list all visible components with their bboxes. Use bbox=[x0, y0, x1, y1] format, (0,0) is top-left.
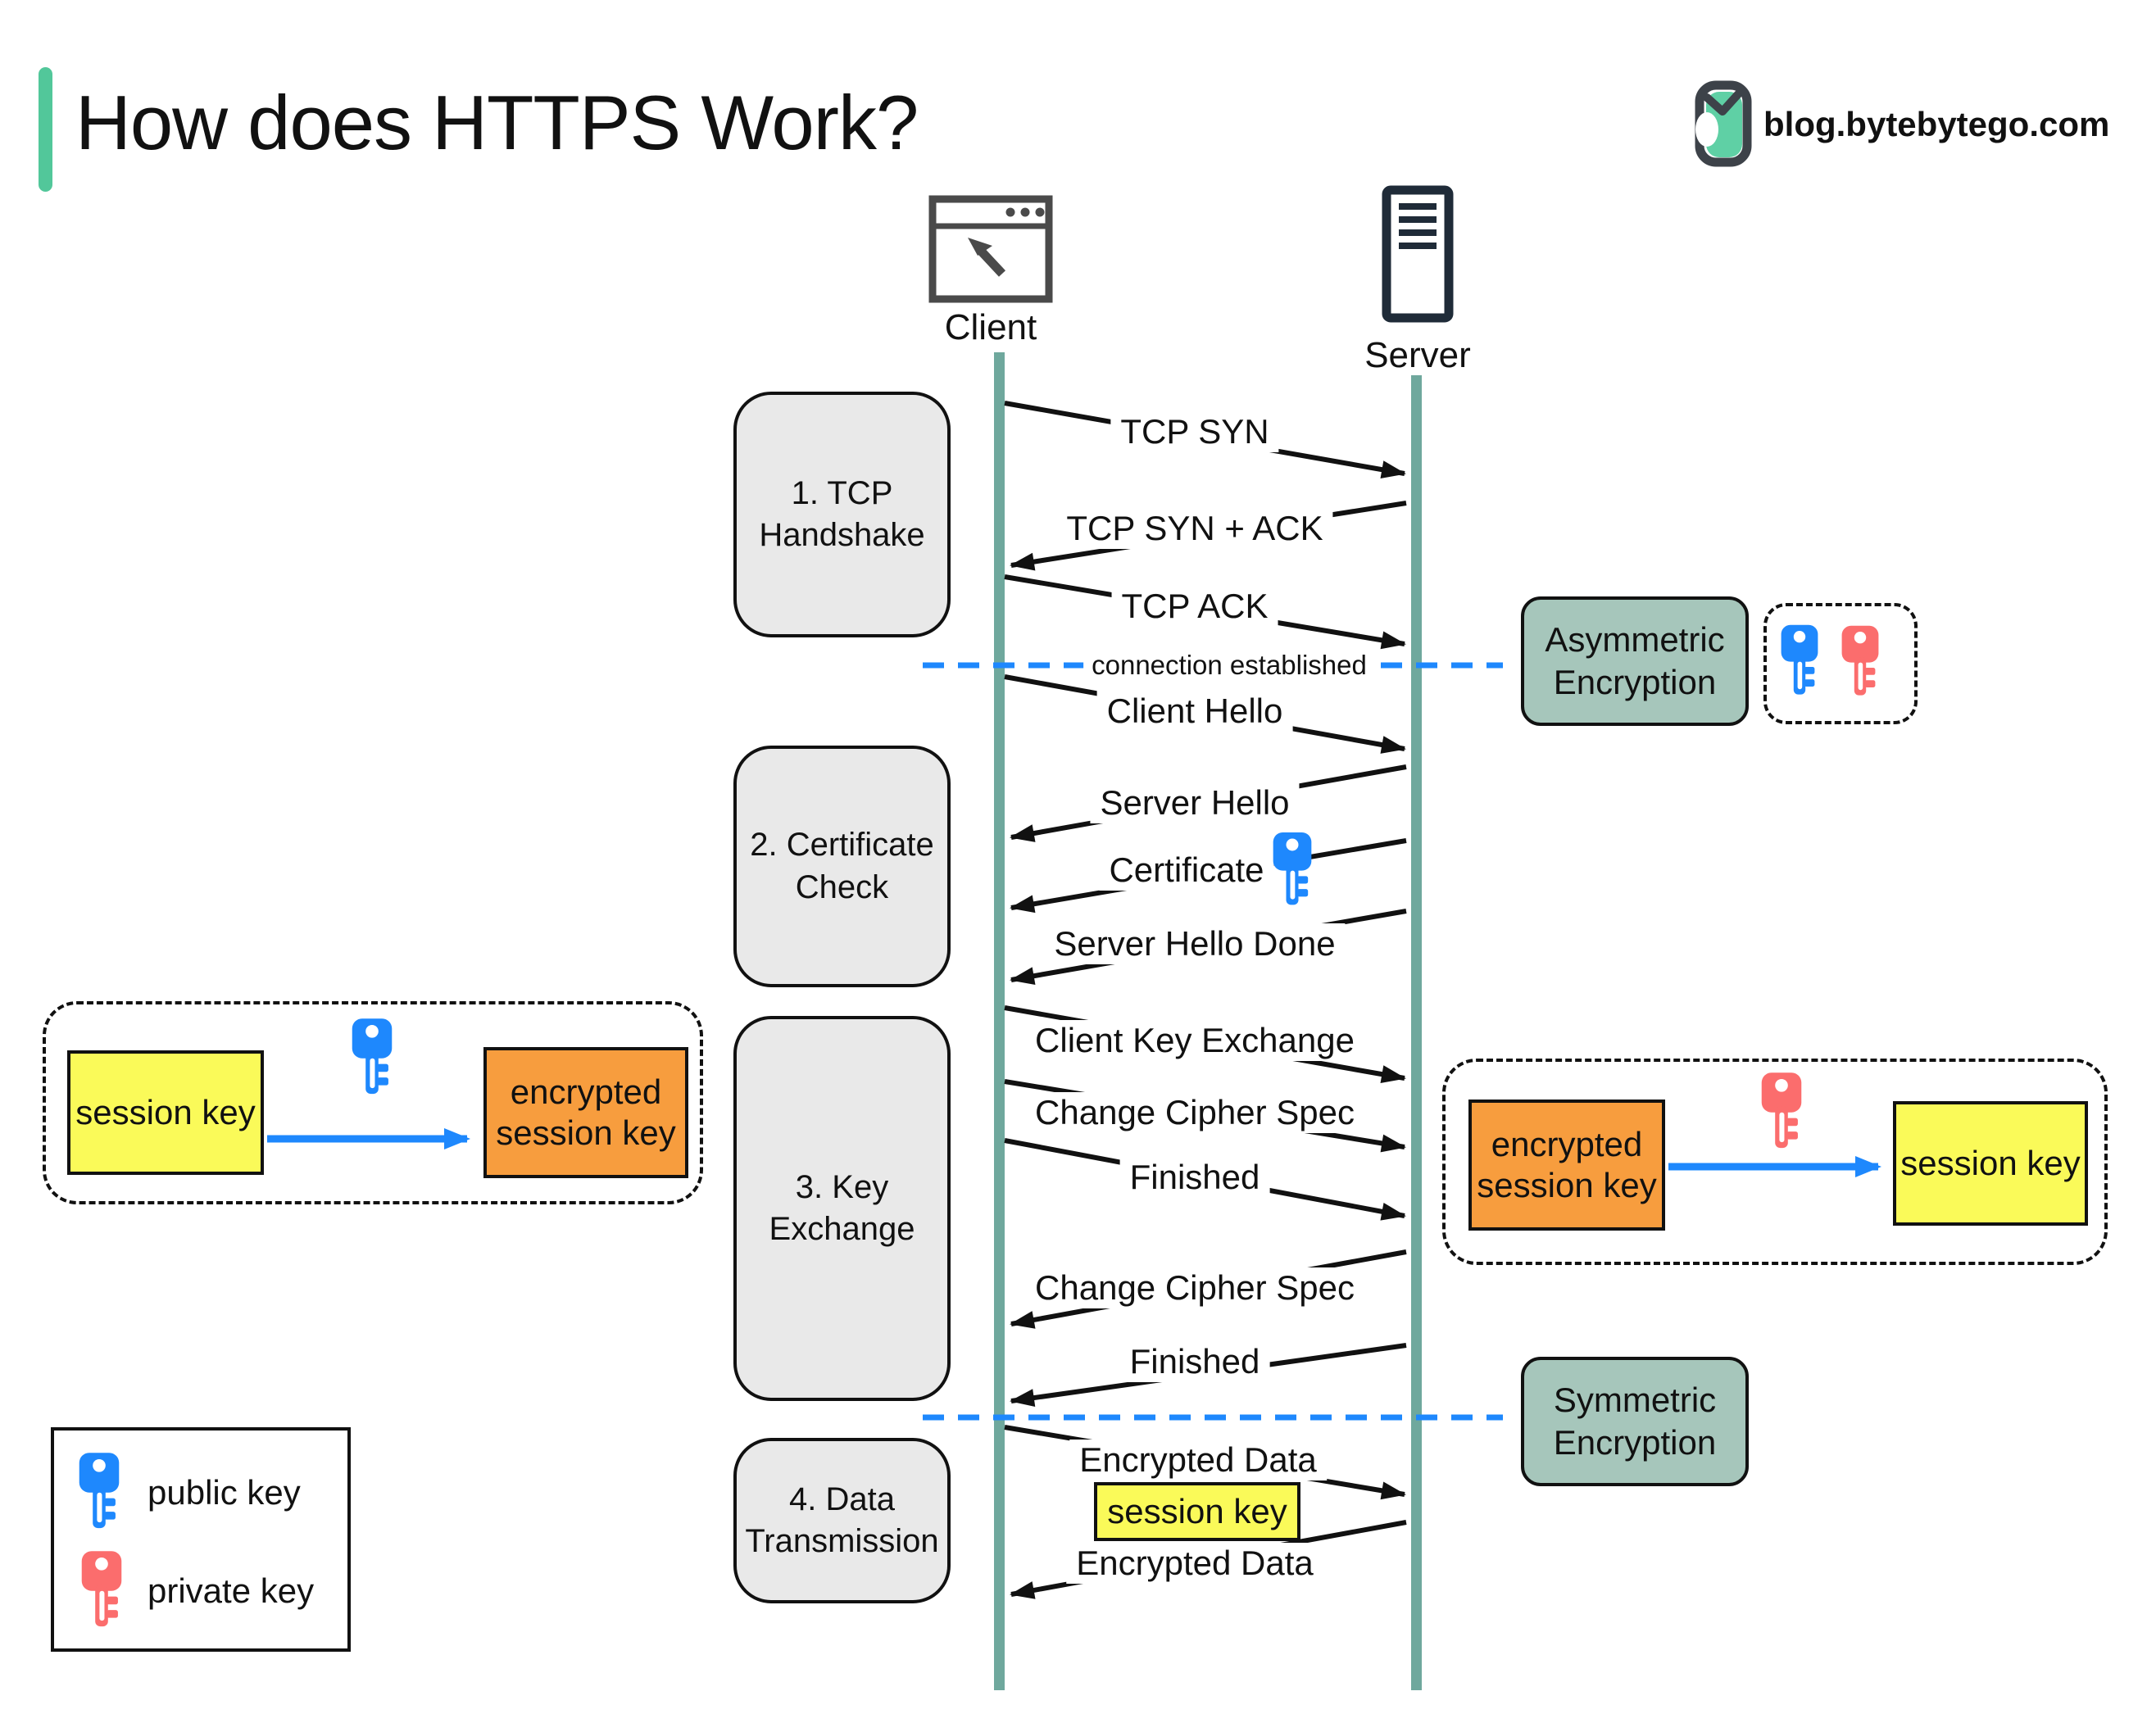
client-actor-label: Client bbox=[944, 307, 1037, 347]
phase-key-exchange: 3. Key Exchange bbox=[733, 1016, 951, 1401]
server-rack-icon bbox=[1382, 185, 1454, 323]
public-key-icon bbox=[78, 1450, 120, 1532]
site-url: blog.bytebytego.com bbox=[1763, 105, 2110, 143]
msg-certificate: Certificate bbox=[1099, 850, 1273, 891]
msg-tcp-ack: TCP ACK bbox=[1112, 586, 1278, 627]
msg-tcp-syn: TCP SYN bbox=[1110, 411, 1278, 452]
bytebytego-logo bbox=[1693, 79, 1754, 169]
server-actor-label: Server bbox=[1364, 335, 1471, 375]
msg-finished-server: Finished bbox=[1120, 1341, 1270, 1382]
encrypted-session-key-box: encrypted session key bbox=[1468, 1100, 1665, 1231]
server-lifeline bbox=[1411, 375, 1422, 1690]
phase-tcp-handshake: 1. TCP Handshake bbox=[733, 392, 951, 637]
browser-window-icon bbox=[928, 195, 1053, 303]
symmetric-encryption-box: Symmetric Encryption bbox=[1521, 1357, 1749, 1486]
session-key-box: session key bbox=[67, 1050, 264, 1175]
milestone-connection-established: connection established bbox=[1083, 649, 1375, 682]
session-key-box: session key bbox=[1893, 1101, 2088, 1226]
msg-encrypted-data-client: Encrypted Data bbox=[1069, 1440, 1327, 1480]
public-key-icon bbox=[1780, 623, 1819, 698]
public-key-icon bbox=[1272, 831, 1313, 908]
public-key-icon bbox=[351, 1016, 393, 1098]
msg-server-hello: Server Hello bbox=[1090, 782, 1299, 823]
private-key-icon bbox=[1760, 1070, 1803, 1152]
encrypted-session-key-box: encrypted session key bbox=[483, 1047, 688, 1178]
private-key-icon bbox=[80, 1548, 123, 1630]
msg-tcp-syn-ack: TCP SYN + ACK bbox=[1056, 508, 1332, 549]
legend-public-key-label: public key bbox=[148, 1473, 301, 1512]
msg-client-key-exchange: Client Key Exchange bbox=[1025, 1020, 1364, 1061]
page-title: How does HTTPS Work? bbox=[75, 79, 919, 165]
msg-client-hello: Client Hello bbox=[1097, 691, 1293, 732]
session-key-badge: session key bbox=[1094, 1482, 1300, 1541]
private-key-icon bbox=[1841, 624, 1880, 698]
phase-data-transmission: 4. Data Transmission bbox=[733, 1438, 951, 1603]
msg-encrypted-data-server: Encrypted Data bbox=[1066, 1543, 1323, 1584]
phase-certificate-check: 2. Certificate Check bbox=[733, 746, 951, 987]
msg-finished-client: Finished bbox=[1120, 1157, 1270, 1198]
legend-private-key-label: private key bbox=[148, 1571, 315, 1610]
asymmetric-encryption-box: Asymmetric Encryption bbox=[1521, 596, 1749, 726]
msg-change-cipher-spec-client: Change Cipher Spec bbox=[1025, 1092, 1364, 1133]
title-accent-bar bbox=[39, 67, 52, 192]
msg-server-hello-done: Server Hello Done bbox=[1044, 923, 1345, 964]
msg-change-cipher-spec-server: Change Cipher Spec bbox=[1025, 1267, 1364, 1308]
client-lifeline bbox=[994, 352, 1005, 1690]
